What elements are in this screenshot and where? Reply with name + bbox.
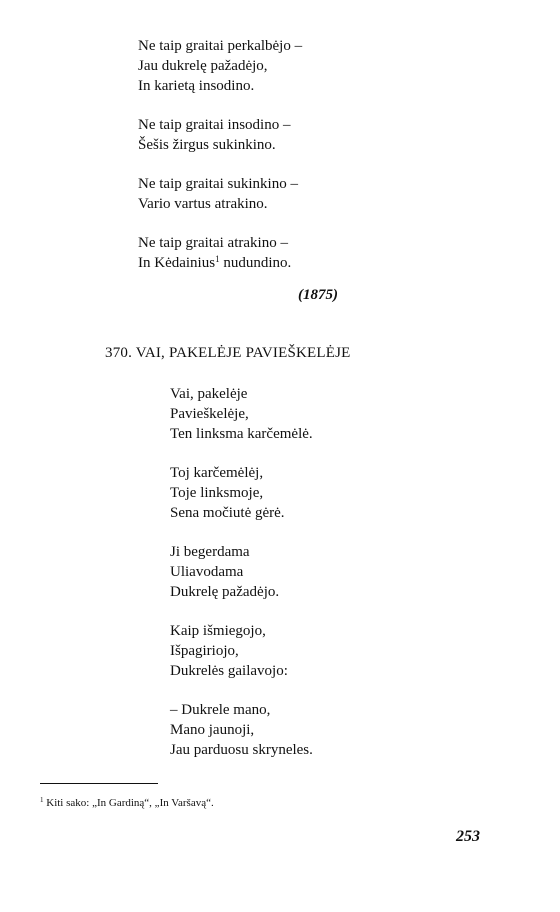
verse-line: Uliavodama xyxy=(170,564,244,580)
verse-line: Toje linksmoje, xyxy=(170,485,264,501)
verse-line: Jau dukrelę pažadėjo, xyxy=(138,58,268,74)
verse-line: Ji begerdama xyxy=(170,544,250,560)
stanza xyxy=(138,36,302,96)
verse-line: Mano jaunoji, xyxy=(170,722,255,738)
verse-line: Ne taip graitai insodino – xyxy=(138,117,291,133)
verse-line: In karietą insodino. xyxy=(138,78,255,94)
verse-text: nudundino. xyxy=(219,255,292,271)
stanza xyxy=(170,384,313,444)
stanza xyxy=(138,233,291,273)
stanza xyxy=(138,115,290,155)
page-number: 253 xyxy=(456,828,480,845)
verse-line xyxy=(138,253,291,273)
stanza xyxy=(170,463,285,523)
stanza xyxy=(170,621,288,681)
verse-line: Ne taip graitai atrakino – xyxy=(138,235,288,251)
verse-line: Toj karčemėlėj, xyxy=(170,465,264,481)
verse-line: Ne taip graitai perkalbėjo – xyxy=(138,38,303,54)
verse-line: Ne taip graitai sukinkino – xyxy=(138,176,298,192)
verse-line: Šešis žirgus sukinkino. xyxy=(138,137,276,153)
footnote-divider xyxy=(40,783,158,784)
verse-line: Vario vartus atrakino. xyxy=(138,196,268,212)
date-label: (1875) xyxy=(298,287,338,303)
verse-line: Išpagiriojo, xyxy=(170,643,239,659)
stanza xyxy=(170,542,279,602)
footnote-text: Kiti sako: „In Gardiną“, „In Varšavą“. xyxy=(46,797,214,809)
verse-line: Pavieškelėje, xyxy=(170,406,249,422)
footnote-marker: 1 xyxy=(215,254,220,264)
verse-line: Dukrelės gailavojo: xyxy=(170,663,288,679)
stanza xyxy=(138,174,298,214)
verse-line: Kaip išmiegojo, xyxy=(170,623,266,639)
verse-line: Jau parduosu skryneles. xyxy=(170,742,313,758)
footnote xyxy=(40,797,214,809)
footnote-number: 1 xyxy=(40,796,44,804)
verse-line: Ten linksma karčemėlė. xyxy=(170,426,313,442)
verse-line: – Dukrele mano, xyxy=(170,702,271,718)
verse-line: Sena močiutė gėrė. xyxy=(170,505,285,521)
verse-line: Vai, pakelėje xyxy=(170,386,248,402)
verse-text: In Kėdainius xyxy=(138,255,216,271)
song-title: 370. VAI, PAKELĖJE PAVIEŠKELĖJE xyxy=(105,345,351,361)
stanza xyxy=(170,700,313,760)
verse-line: Dukrelę pažadėjo. xyxy=(170,584,280,600)
